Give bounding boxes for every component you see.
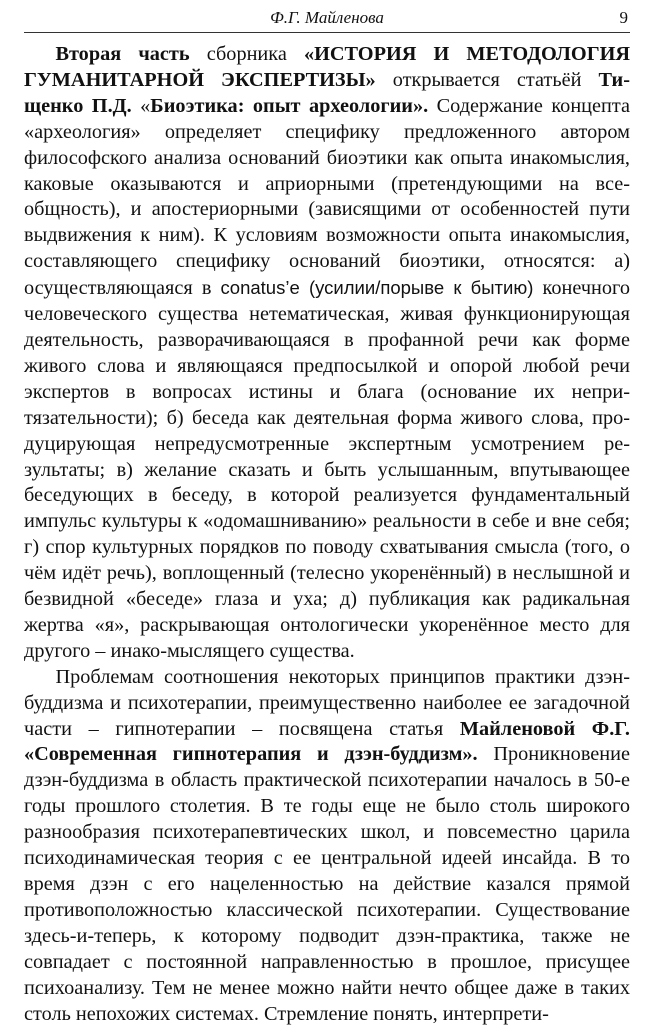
text-segment: Содержание концепта «археология» определяет специфику предложенного автором философского анализа оснований биоэтики как опыта инакомыслия, каковые оказываются и априорными (претендующими на всеобщность), и апостериорными (зависящими от особенностей пути выдвижения к ним). К условиям возможности опыта инакомыслия, составляющего специфику оснований биоэтики, относятся: а) осуществляющаяся в — [24, 94, 630, 300]
text-segment: конечного человеческого существа нетематическая, живая функционирующая деятельность, разворачивающаяся в профанной речи как форме живого слова и являющаяся предпосылкой и опорой любой речи экспертов в вопросах истины и блага (основание их непритязательности); б) беседа как деятельная форма живого слова, продуцирующая непредусмотренные экспертным усмотрением результаты; в) желание сказать и быть услышанным, впутывающее беседующих в беседу, в которой реализуется фундаментальный импульс культуры к «одомашниванию» реальности в себе и вне себя; г) спор культурных порядков по поводу схватывания смысла (того, о чём идёт речь), воплощенный (телесно укоренённый) в неслышной и безвидной «беседе» глаза и уха; д) публикация как радикальная жертва «я», раскрывающая онтологически укоренённое место для другого – инако-мыслящего существа. — [24, 277, 630, 662]
text-segment: открывается статьёй — [375, 68, 599, 91]
text-segment: Проникновение дзэн-буддизма в область практической психотерапии началось в 50-е годы прошлого столетия. В те годы еще не было столь широкого разнообразия психотерапевтических школ, и повсеместно царила психодинамическая теория с ее центральной идеей инсайда. В то время дзэн с его нацеленностью на действие казался прямой противоположностью классической психотерапии. Существование здесь-и-теперь, к которому подводит дзэн-практика, также не совпадает с постоянной направленностью в прошлое, присущее психоанализу. Тем не менее можно найти нечто общее даже в таких столь непохожих системах. Стремление понять, интерпрети- — [24, 743, 630, 1025]
bold-article-title: Биоэтика: опыт археологии». — [150, 94, 429, 117]
bold-intro: Вторая часть — [55, 43, 190, 65]
bold-collection-title: «ИСТОРИЯ И МЕТОДОЛОГИЯ ГУМАНИТАРНОЙ ЭКСПЕРТИЗЫ» — [24, 43, 631, 91]
paragraph-zen-hypnotherapy — [24, 665, 630, 1027]
running-header — [24, 6, 630, 33]
page-number: 9 — [619, 8, 628, 27]
bold-author-tishchenko: Тищенко П.Д. — [24, 68, 630, 117]
text-segment: Проблемам соотношения некоторых принципов практики дзэн-буддизма и психотерапии, преимущественно наиболее ее загадочной части – гипнотерапии – посвящена статья — [24, 665, 630, 740]
text-segment: « — [131, 94, 151, 117]
page-body — [24, 42, 630, 1027]
text-segment: сборника — [189, 43, 304, 65]
bold-article-title: «Современная гипнотерапия и дзэн-буддизм». — [24, 743, 478, 766]
conatus-term: conatus’е (усилии/порыве к бытию) — [220, 277, 534, 299]
paragraph-collection-part-two — [24, 42, 630, 665]
header-author: Ф.Г. Майленова — [270, 8, 384, 27]
bold-author-maylenova: Майленовой Ф.Г. — [459, 717, 630, 740]
